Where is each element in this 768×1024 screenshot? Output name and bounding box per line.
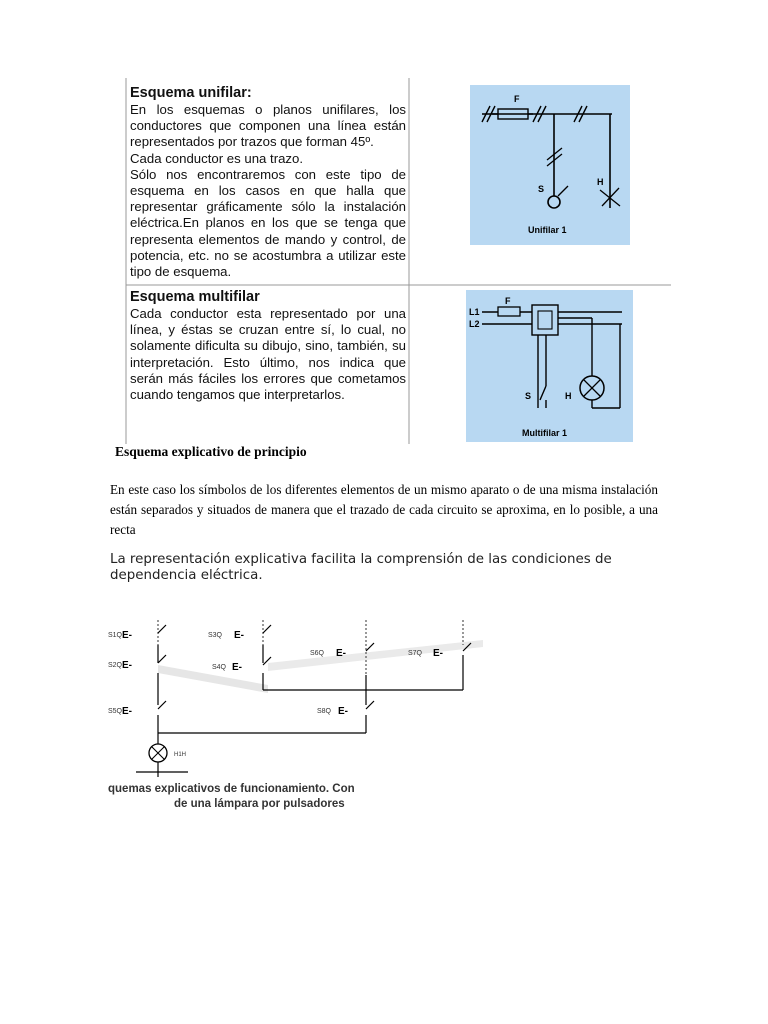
multifilar-label-l2: L2 [469,319,480,329]
unifilar-label-s: S [538,184,545,194]
body-paragraph-serif: En este caso los símbolos de los diferentes elementos de un mismo aparato o de una misma instalación están separados y situados de manera que el trazado de cada circuito se aproxima, en lo posible, a una recta [110,482,658,537]
multifilar-text-cell [130,289,406,403]
label-s7q: S7Q [408,650,423,657]
label-h1h: H1H [174,752,187,758]
label-s2q: S2Q [108,662,123,669]
label-s5q: S5Q [108,708,123,715]
unifilar-figure [470,85,630,245]
multifilar-label-f: F [505,296,511,306]
section-heading: Esquema explicativo de principio [115,444,307,459]
unifilar-caption: Unifilar 1 [528,225,567,235]
svg-text:E-: E- [122,706,132,717]
label-s6q: S6Q [310,650,325,657]
svg-text:E-: E- [234,630,244,641]
multifilar-caption: Multifilar 1 [522,428,568,438]
circuit-diagram [108,615,493,815]
circuit-caption-line1: quemas explicativos de funcionamiento. Con [108,783,355,795]
unifilar-label-f: F [514,94,520,104]
circuit-diagram-svg [108,615,493,815]
svg-text:E-: E- [232,662,242,673]
multifilar-title: Esquema multifilar [130,289,260,305]
svg-text:E-: E- [336,648,346,659]
body-paragraph-sans: La representación explicativa facilita la comprensión de las condiciones de dependencia eléctrica. [110,552,612,583]
svg-text:E-: E- [338,706,348,717]
multifilar-label-h: H [565,391,572,401]
circuit-caption-line2: de una lámpara por pulsadores [174,798,345,810]
label-s4q: S4Q [212,664,227,671]
unifilar-label-h: H [597,177,604,187]
label-s8q: S8Q [317,708,332,715]
label-s3q: S3Q [208,632,223,639]
multifilar-figure [466,290,633,442]
svg-text:E-: E- [433,648,443,659]
unifilar-paragraph: Cada conductor es una trazo. [130,150,304,166]
unifilar-title: Esquema unifilar: [130,85,252,101]
multifilar-label-s: S [525,391,532,401]
svg-text:E-: E- [122,630,132,641]
svg-text:E-: E- [122,660,132,671]
multifilar-label-l1: L1 [469,307,480,317]
label-s1q: S1Q [108,632,123,639]
unifilar-paragraph: En los esquemas o planos unifilares, los conductores que componen una línea están representados por trazos que forman 45º. [130,102,406,150]
unifilar-text-cell [130,85,406,280]
multifilar-paragraph: Cada conductor esta representado por una línea, y éstas se cruzan entre sí, lo cual, no solamente dificulta su dibujo, sino, también, su interpretación. Esto último, nos indica que serán más fáciles los errores que cometamos cuando tengamos que interpretarlos. [130,306,406,403]
comparison-table [122,78,671,444]
unifilar-paragraph: Sólo nos encontraremos con este tipo de esquema en los casos en que halla que representar gráficamente sólo la instalación eléctrica.En planos en los que se tenga que representa elementos de mando y control, de potencia, etc. no se acostumbra a utilizar este tipo de esquema. [130,166,406,280]
